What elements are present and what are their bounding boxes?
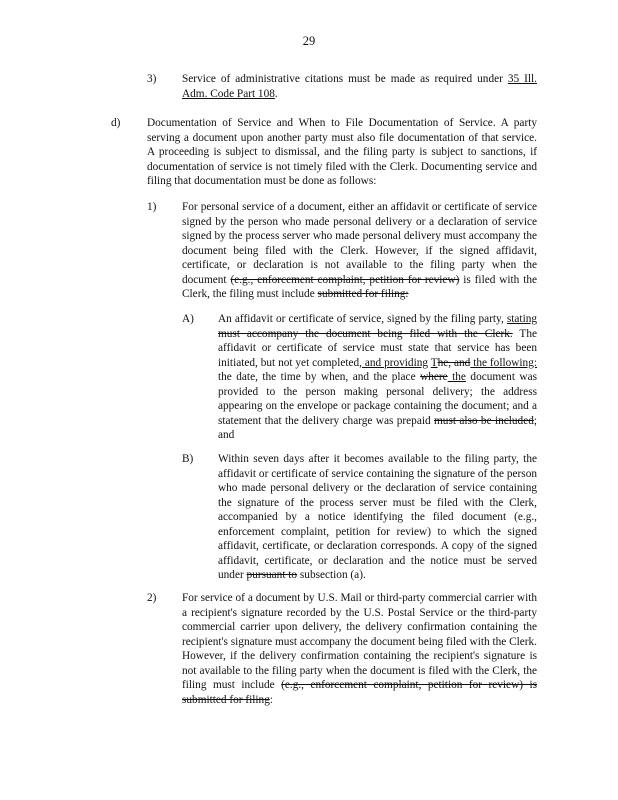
item-1-marker: 1): [147, 201, 157, 213]
item-a-insert-4: the following:: [470, 356, 537, 369]
item-a-insert-2: , and providing: [359, 356, 429, 369]
item-a-plain-5: the date, the time by when, and the place: [218, 371, 421, 383]
item-3-citation: 35 Ill. Adm. Code Part 108: [182, 73, 537, 100]
item-2-plain-2: :: [269, 693, 273, 706]
item-b-marker: B): [182, 453, 194, 465]
item-a-marker: A): [182, 313, 194, 325]
item-a-strike-3: where: [420, 371, 448, 383]
item-3-marker: 3): [147, 73, 157, 85]
item-b-text: [218, 452, 537, 583]
item-3-plain-1: Service of administrative citations must be made as required under: [182, 73, 508, 85]
item-b-strike-1: pursuant to: [246, 569, 298, 581]
item-3-text: [182, 72, 537, 101]
item-a-strike-4: must also be included: [434, 414, 534, 427]
item-d-text: Documentation of Service and When to File Documentation of Service. A party serving a document upon another party must also file documentation of that service. A proceeding is subject to dismissal, and the filing party is subject to sanctions, if documentation of service is not timely filed with the Clerk. Documenting service and filing that documentation must be done as follows:: [147, 117, 537, 187]
item-a-plain-6: document was provided to the person making personal delivery; the address appearing on the envelope or package containing the document; and a statement that the delivery charge was prepaid: [218, 371, 538, 427]
page-number: 29: [302, 34, 316, 48]
item-a-plain-3: The affidavit or certificate of service must state that service has been initiated, but not yet completed: [218, 327, 537, 369]
item-2-marker: 2): [147, 592, 157, 604]
item-2-strike-1: (e.g., enforcement complaint, petition for review) is submitted for filing: [182, 679, 537, 706]
item-a-text: [218, 312, 537, 443]
item-1-plain-2: is filed with the Clerk, the filing must include: [182, 273, 538, 300]
item-a-strike-2: he, and: [437, 356, 471, 369]
item-a-plain-7: ; and: [218, 414, 538, 441]
item-a-strike-1: must accompany the document being filed with the Clerk.: [218, 327, 513, 340]
item-2-text: [182, 591, 537, 707]
item-b-plain-1: Within seven days after it becomes available to the filing party, the affidavit or certificate of service containing the signature of the person who made personal delivery or the declaration of service containing the signature of the process server must be filed with the Clerk, accompanied by a notice identifying the filed document (e.g., enforcement complaint, petition for review) to which the signed affidavit, certificate, or declaration corresponds. A copy of the signed affidavit, certificate, or declaration and the notice must be served under: [218, 453, 537, 581]
item-d-marker: d): [111, 117, 121, 129]
item-1-strike-2: submitted for filing:: [317, 288, 409, 300]
item-a-insert-3: T: [430, 356, 438, 369]
item-1-strike-1: (e.g., enforcement complaint, petition for review): [230, 273, 460, 286]
item-a-insert-1: stating: [506, 313, 537, 325]
item-1-plain-1: For personal service of a document, either an affidavit or certificate of service signed by the person who made personal delivery or a declaration of service signed by the process server who made personal delivery must accompany the document being filed with the Clerk. However, if the signed affidavit, certificate, or declaration is not available to the filing party when the document: [182, 201, 537, 286]
item-a-plain-1: An affidavit or certificate of service, signed by the filing party,: [218, 313, 507, 325]
item-b-plain-2: subsection (a).: [297, 569, 366, 581]
item-a-insert-5: the: [447, 371, 466, 383]
item-2-plain-1: For service of a document by U.S. Mail or third-party commercial carrier with a recipient's signature recorded by the U.S. Postal Service or the third-party commercial carrier upon delivery, the delivery confirmation containing the recipient's signature must accompany the document being filed with the Clerk. However, if the delivery confirmation containing the recipient's signature is not available to the filing party when the document is filed with the Clerk, the filing must include: [182, 592, 537, 691]
item-1-text: [182, 200, 537, 302]
item-3-plain-2: .: [274, 87, 278, 100]
